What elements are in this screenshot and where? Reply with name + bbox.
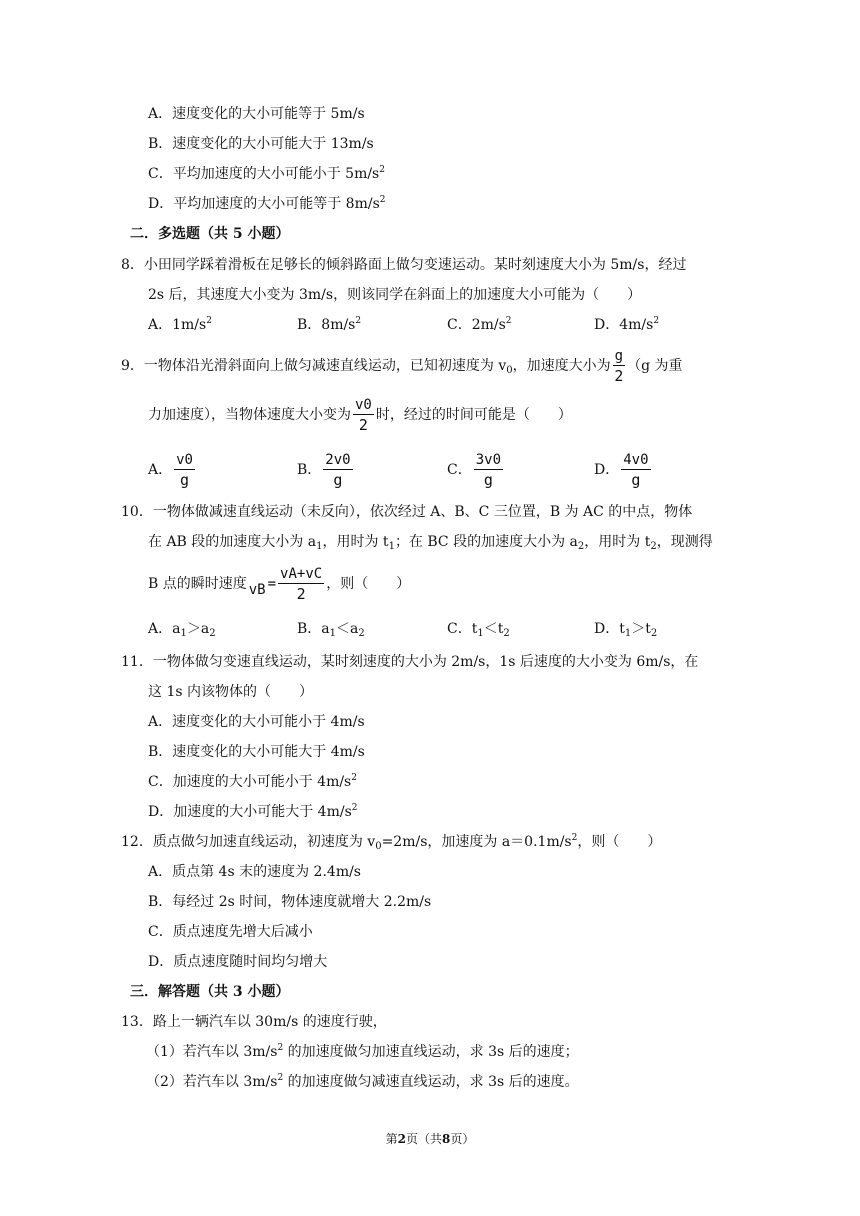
q8-stem-line2: 2s 后，其速度大小变为 3m/s，则该同学在斜面上的加速度大小可能为（ ） xyxy=(148,287,642,303)
q11-option-b: B．速度变化的大小可能大于 4m/s xyxy=(148,744,365,760)
q13-stem: 13．路上一辆汽车以 30m/s 的速度行驶， xyxy=(121,1014,387,1030)
q7-option-c: C．平均加速度的大小可能小于 $5m/s^2$ xyxy=(148,165,385,182)
q12-option-c: C．质点速度先增大后减小 xyxy=(148,924,313,940)
q8-stem-line1: 8．小田同学踩着滑板在足够长的倾斜路面上做匀变速运动。某时刻速度大小为 5m/s，经过 xyxy=(121,257,687,273)
q11-stem-line2: 这 1s 内该物体的（ ） xyxy=(148,684,313,700)
q11-stem-line1: 11．一物体做匀变速直线运动，某时刻速度的大小为 2m/s，1s 后速度的大小变为 6m/s，在 xyxy=(121,654,699,670)
q10-option-a: A．$a_1>a_2$ xyxy=(148,621,216,639)
section-heading-answer: 三．解答题（共 3 小题） xyxy=(130,984,290,1000)
q9-option-a: A． $\frac{v0}{g}$ xyxy=(148,451,193,489)
fraction-g-over-2: $\frac{g}{2}$ xyxy=(614,347,624,385)
q10-option-c: C．$t_1<t_2$ xyxy=(447,621,510,639)
q9-option-c: C． $\frac{3v0}{g}$ xyxy=(447,451,502,489)
q8-option-c: C．$2m/s^2$ xyxy=(447,316,512,333)
q9-option-d: D． $\frac{4v0}{g}$ xyxy=(594,451,649,489)
q12-stem: 12．质点做匀加速直线运动，初速度为 $v_0=2m/s$，加速度为 $a=0.1m/s^2$，则（ ） xyxy=(121,833,662,852)
fraction-v0-over-2: $\frac{v0}{2}$ xyxy=(355,396,372,434)
q8-option-a: A．$1m/s^2$ xyxy=(148,316,212,333)
q8-option-d: D．$4m/s^2$ xyxy=(594,316,660,333)
q12-option-a: A．质点第 4s 末的速度为 2.4m/s xyxy=(148,864,361,880)
q12-option-b: B．每经过 2s 时间，物体速度就增大 2.2m/s xyxy=(148,894,432,910)
q9-option-b: B． $\frac{2v0}{g}$ xyxy=(297,451,351,489)
q10-stem-line3: B 点的瞬时速度 vB = $\frac{vA+vC}{2}$ ，则（ ） xyxy=(148,565,411,603)
q8-option-b: B．$8m/s^2$ xyxy=(297,316,362,333)
page-footer: 第2页（共8页） xyxy=(385,1132,475,1146)
q11-option-a: A．速度变化的大小可能小于 4m/s xyxy=(148,714,365,730)
q10-option-d: D．$t_1>t_2$ xyxy=(594,621,658,639)
q10-stem-line1: 10．一物体做减速直线运动（未反向），依次经过 A、B、C 三位置，B 为 AC 的中点，物体 xyxy=(121,504,693,520)
q13-part-1: （1）若汽车以 $3m/s^2$ 的加速度做匀加速直线运动，求 3s 后的速度； xyxy=(146,1043,579,1060)
section-heading-multiple-choice: 二．多选题（共 5 小题） xyxy=(130,226,290,242)
q11-option-d: D．加速度的大小可能大于 $4m/s^2$ xyxy=(148,803,358,820)
q11-option-c: C．加速度的大小可能小于 $4m/s^2$ xyxy=(148,773,357,790)
q10-option-b: B．$a_1<a_2$ xyxy=(297,621,365,639)
q7-option-b: B．速度变化的大小可能大于 13m/s xyxy=(148,136,374,152)
q7-option-a: A．速度变化的大小可能等于 5m/s xyxy=(148,106,365,122)
q10-stem-line2: 在 AB 段的加速度大小为 $a_1$，用时为 $t_1$；在 BC 段的加速度大小为 $a_2$，用时为 $t_2$，现测得 xyxy=(148,534,713,552)
fraction-va-plus-vc-over-2: $\frac{vA+vC}{2}$ xyxy=(280,565,323,603)
q9-stem-line2: 力加速度），当物体速度大小变为 $\frac{v0}{2}$ 时，经过的时间可能是（ ） xyxy=(148,396,572,434)
q12-option-d: D．质点速度随时间均匀增大 xyxy=(148,954,328,970)
q7-option-d: D．平均加速度的大小可能等于 $8m/s^2$ xyxy=(148,195,386,212)
q9-stem-line1: 9．一物体沿光滑斜面向上做匀减速直线运动，已知初速度为 $v_0$，加速度大小为 $\frac{g}{2}$ （g 为重 xyxy=(121,347,683,385)
q13-part-2: （2）若汽车以 $3m/s^2$ 的加速度做匀减速直线运动，求 3s 后的速度。 xyxy=(146,1073,579,1090)
